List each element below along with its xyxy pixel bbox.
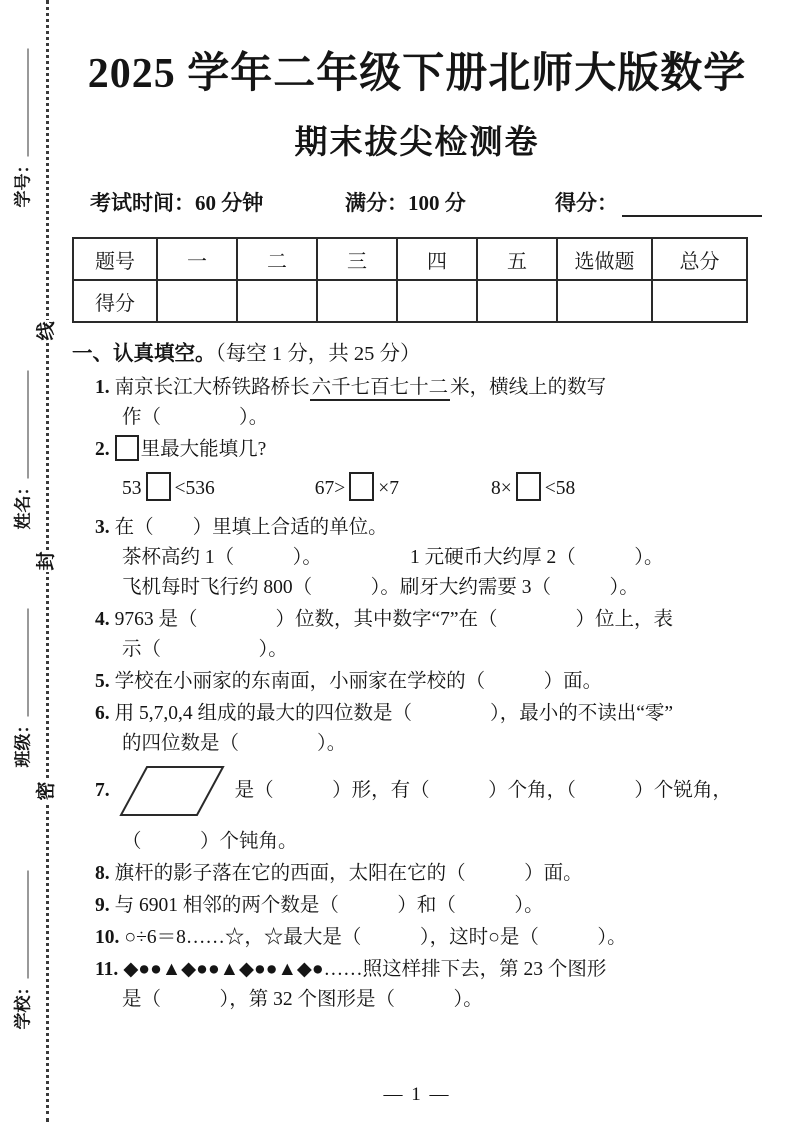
header-cell-optional: 选做题 <box>557 238 652 280</box>
exam-subtitle: 期末拔尖检测卷 <box>294 125 540 161</box>
question-3-item-cup: 茶杯高约 1（ ）。 <box>122 547 322 568</box>
expression-2 <box>315 472 399 504</box>
expression-1-right: <536 <box>174 478 215 499</box>
fill-blank-box[interactable] <box>146 472 171 501</box>
question-4-line-1 <box>95 605 762 635</box>
expression-3-left: 8× <box>491 478 512 499</box>
school-label: 学校： <box>13 978 33 1030</box>
question-7-line-2: （ ）个钝角。 <box>122 831 298 852</box>
fill-blank-box[interactable] <box>349 472 374 501</box>
header-cell-3: 三 <box>317 238 397 280</box>
fill-blank-box[interactable] <box>115 435 139 461</box>
page-number: — 1 — <box>383 1084 451 1105</box>
seal-char-feng: 封 <box>34 550 60 572</box>
name-label: 姓名： <box>13 478 33 530</box>
score-table-score-row <box>73 280 747 322</box>
question-6 <box>95 699 762 759</box>
name-blank[interactable] <box>10 371 29 479</box>
section-1-title: 一、认真填空。 <box>72 343 216 365</box>
score-table <box>72 237 748 323</box>
parallelogram-shape <box>117 764 227 818</box>
question-10 <box>95 923 762 953</box>
class-field <box>9 609 34 768</box>
header-cell-5: 五 <box>477 238 557 280</box>
score-label: 得分： <box>555 191 618 215</box>
header-cell-total: 总分 <box>652 238 747 280</box>
name-field <box>9 371 34 530</box>
question-8-text: 旗杆的影子落在它的西面，太阳在它的（ ）面。 <box>114 863 583 884</box>
question-2-expressions <box>95 465 762 511</box>
question-9-number: 9. <box>95 895 110 916</box>
section-1-heading <box>72 336 762 366</box>
question-3-line-3: 飞机每时飞行约 800（ ）。刷牙大约需要 3（ ）。 <box>122 577 639 598</box>
question-1-number: 1. <box>95 377 110 398</box>
question-1-underlined-number: 六千七百七十二 <box>310 377 451 401</box>
class-blank[interactable] <box>10 609 29 717</box>
question-6-line-2: 的四位数是（ ）。 <box>122 733 347 754</box>
full-score: 满分：100 分 <box>345 191 466 215</box>
question-5-number: 5. <box>95 671 110 692</box>
question-9 <box>95 891 762 921</box>
exam-time: 考试时间：60 分钟 <box>90 191 264 215</box>
header-cell-2: 二 <box>237 238 317 280</box>
exam-info-row <box>72 187 762 217</box>
score-blank[interactable] <box>622 196 762 217</box>
question-2-line-1 <box>95 435 762 465</box>
score-cell[interactable] <box>477 280 557 322</box>
question-6-line-1 <box>95 699 762 729</box>
class-label: 班级： <box>13 716 33 768</box>
score-cell[interactable] <box>317 280 397 322</box>
question-7-line-1 <box>95 761 762 821</box>
question-11-line-2: 是（ ），第 32 个图形是（ ）。 <box>122 989 483 1010</box>
question-5 <box>95 667 762 697</box>
question-1-text-post: 米，横线上的数写 <box>450 377 607 398</box>
question-7-text: 是（ ）形，有（ ）个角，（ ）个锐角， <box>234 780 732 801</box>
row-label-defen: 得分 <box>73 280 157 322</box>
question-4 <box>95 605 762 665</box>
question-3-item-coin: 1 元硬币大约厚 2（ ）。 <box>410 547 664 568</box>
expression-2-left: 67> <box>314 478 346 499</box>
question-7-number: 7. <box>95 780 110 801</box>
seal-char-mi: 密 <box>34 780 60 802</box>
score-table-header-row <box>73 238 747 280</box>
question-6-text: 用 5,7,0,4 组成的最大的四位数是（ ），最小的不读出“零” <box>114 703 674 724</box>
question-2-number: 2. <box>95 439 110 460</box>
question-4-text: 9763 是（ ）位数，其中数字“7”在（ ）位上，表 <box>114 609 674 630</box>
question-3-number: 3. <box>95 517 110 538</box>
score-cell[interactable] <box>237 280 317 322</box>
question-11-number: 11. <box>95 959 119 980</box>
question-10-number: 10. <box>95 927 120 948</box>
expression-3 <box>491 472 575 504</box>
student-id-label: 学号： <box>13 156 33 208</box>
question-1 <box>95 373 762 433</box>
question-6-number: 6. <box>95 703 110 724</box>
question-4-line-2: 示（ ）。 <box>122 639 288 660</box>
question-3-line-1 <box>95 513 762 543</box>
header-cell-tihao: 题号 <box>73 238 157 280</box>
question-1-line-2: 作（ ）。 <box>122 407 269 428</box>
expression-3-right: <58 <box>544 478 576 499</box>
score-cell[interactable] <box>157 280 237 322</box>
question-10-text: ○÷6＝8……☆，☆最大是（ ），这时○是（ ）。 <box>124 927 627 948</box>
question-3-line-2 <box>95 543 762 573</box>
question-9-text: 与 6901 相邻的两个数是（ ）和（ ）。 <box>114 895 544 916</box>
question-3 <box>95 513 762 603</box>
score-cell[interactable] <box>652 280 747 322</box>
student-id-blank[interactable] <box>10 49 29 157</box>
student-id-field <box>9 49 34 208</box>
score-cell[interactable] <box>397 280 477 322</box>
question-5-text: 学校在小丽家的东南面，小丽家在学校的（ ）面。 <box>114 671 603 692</box>
expression-2-right: ×7 <box>378 478 399 499</box>
expression-1-left: 53 <box>122 478 142 499</box>
question-2 <box>95 435 762 511</box>
score-cell[interactable] <box>557 280 652 322</box>
question-11 <box>95 955 762 1015</box>
exam-title: 2025 学年二年级下册北师大版数学 <box>87 51 747 97</box>
question-11-shape-sequence: ◆●●▲◆●●▲◆●●▲◆●……照这样排下去，第 23 个图形 <box>123 959 607 980</box>
question-2-text: 里最大能填几? <box>140 439 267 460</box>
school-blank[interactable] <box>10 871 29 979</box>
question-7 <box>95 761 762 857</box>
seal-char-xian: 线 <box>34 320 60 342</box>
section-1-points: （每空 1 分，共 25 分） <box>215 343 421 365</box>
question-11-line-1 <box>95 955 762 985</box>
question-8 <box>95 859 762 889</box>
header-cell-1: 一 <box>157 238 237 280</box>
question-1-line-1 <box>95 373 762 403</box>
question-3-text: 在（ ）里填上合适的单位。 <box>114 517 388 538</box>
question-4-number: 4. <box>95 609 110 630</box>
expression-1 <box>122 472 215 504</box>
question-8-number: 8. <box>95 863 110 884</box>
question-1-text-pre: 南京长江大桥铁路桥长 <box>114 377 310 398</box>
fill-blank-box[interactable] <box>516 472 541 501</box>
header-cell-4: 四 <box>397 238 477 280</box>
school-field <box>9 871 34 1030</box>
